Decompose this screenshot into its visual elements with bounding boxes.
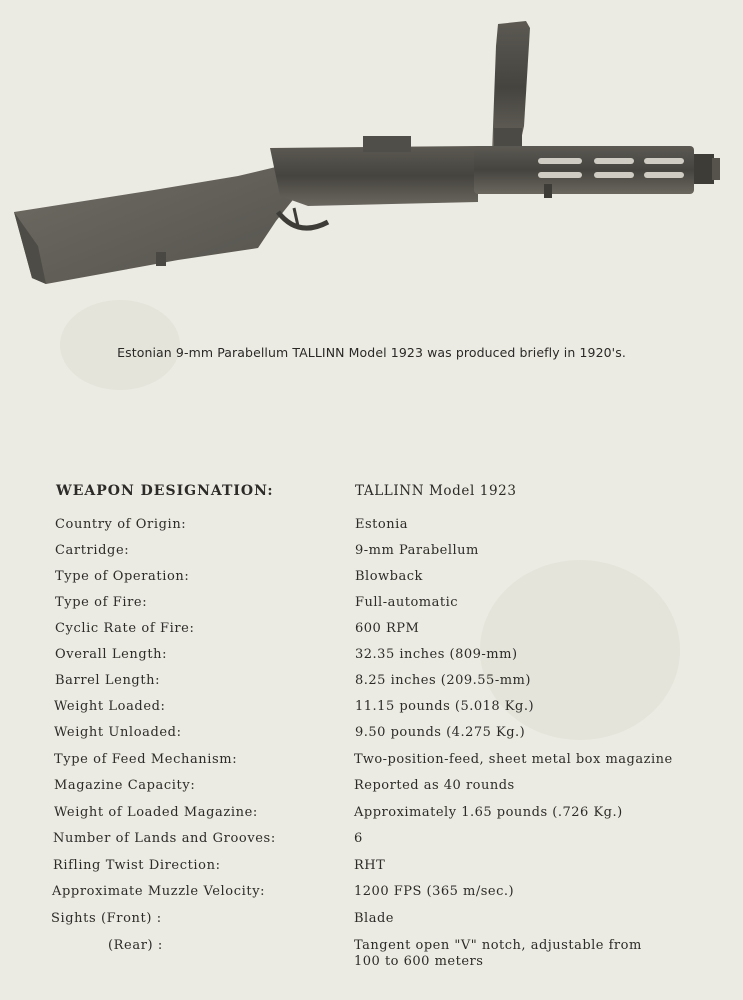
spec-value: Estonia	[355, 517, 408, 532]
spec-label: Type of Fire:	[55, 595, 148, 610]
photo-caption: Estonian 9-mm Parabellum TALLINN Model 1923 was produced briefly in 1920's.	[117, 345, 626, 360]
spec-label: Sights (Front) :	[51, 911, 162, 926]
spec-label: Country of Origin:	[55, 517, 187, 532]
spec-label: Number of Lands and Grooves:	[53, 831, 276, 846]
spec-label: Overall Length:	[55, 647, 168, 662]
designation-label: WEAPON DESIGNATION:	[56, 483, 274, 499]
spec-label: Weight Loaded:	[54, 699, 166, 714]
spec-value: Reported as 40 rounds	[354, 778, 515, 793]
spec-value-line: Tangent open "V" notch, adjustable from	[354, 938, 642, 953]
spec-label: Type of Feed Mechanism:	[54, 752, 238, 767]
spec-value: Two-position-feed, sheet metal box magazine	[354, 752, 673, 767]
spec-value: 9.50 pounds (4.275 Kg.)	[355, 725, 526, 740]
designation-value: TALLINN Model 1923	[355, 483, 517, 499]
spec-label: (Rear) :	[108, 938, 163, 953]
spec-label: Type of Operation:	[55, 569, 190, 584]
spec-value: 11.15 pounds (5.018 Kg.)	[355, 699, 535, 714]
spec-value: 1200 FPS (365 m/sec.)	[354, 884, 515, 899]
spec-label: Weight of Loaded Magazine:	[54, 805, 258, 820]
spec-value-line: 100 to 600 meters	[354, 954, 484, 969]
spec-label: Cyclic Rate of Fire:	[55, 621, 195, 636]
spec-label: Weight Unloaded:	[54, 725, 182, 740]
spec-value: RHT	[354, 858, 386, 873]
spec-value: 6	[354, 831, 363, 846]
spec-value: Blowback	[355, 569, 423, 584]
spec-label: Barrel Length:	[55, 673, 161, 688]
spec-value	[354, 938, 642, 969]
spec-label: Cartridge:	[55, 543, 130, 558]
spec-value: Blade	[354, 911, 394, 926]
spec-value: 32.35 inches (809-mm)	[355, 647, 518, 662]
spec-value: 9-mm Parabellum	[355, 543, 479, 558]
spec-value: Approximately 1.65 pounds (.726 Kg.)	[354, 805, 623, 820]
spec-value: 8.25 inches (209.55-mm)	[355, 673, 531, 688]
spec-value: 600 RPM	[355, 621, 420, 636]
weapon-photo	[8, 16, 734, 316]
spec-value: Full-automatic	[355, 595, 459, 610]
spec-label: Approximate Muzzle Velocity:	[52, 884, 266, 899]
spec-label: Magazine Capacity:	[54, 778, 196, 793]
spec-label: Rifling Twist Direction:	[53, 858, 221, 873]
